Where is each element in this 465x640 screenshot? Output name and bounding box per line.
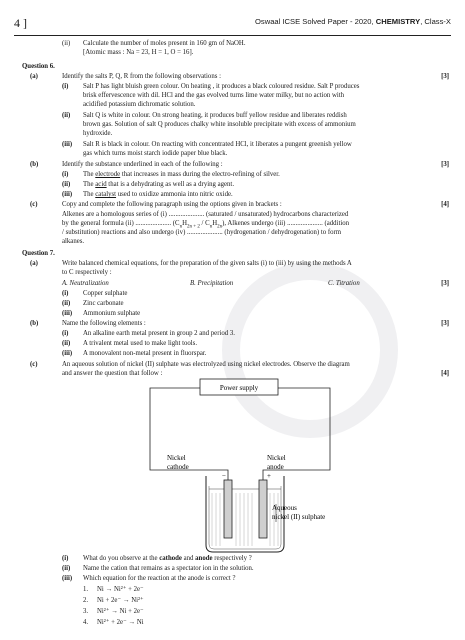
q7-c-label: (c) [30,361,38,368]
q6-c-l2c: / C [199,220,210,227]
q7-c-i-pre: What do you observe at the [83,555,160,562]
solution-hatch [212,493,278,546]
q7-b-iii-num: (iii) [62,350,73,357]
q7-a-line1: Write balanced chemical equations, for the preparation of the given salts (i) to (iii) by using the methods A [62,260,352,267]
plus-sign: + [267,472,271,480]
q6-b-ii-num: (ii) [62,181,71,188]
q7-b-ii-text: A trivalent metal used to make light tools. [83,340,198,347]
q6-a-i-line1: Salt P has light bluish green colour. On heating , it produces a black coloured residue. Salt P produces [83,83,360,90]
anode-electrode [259,480,267,538]
q6-b-iii-num: (iii) [62,191,73,198]
q7-a-ii-text: Zinc carbonate [83,300,124,307]
minus-sign: − [222,472,226,480]
q6-a-iii-line1: Salt R is black in colour. On reacting with concentrated HCl, it liberates a pungent greenish yellow [83,141,352,148]
sub-n-1: n [179,224,183,230]
power-supply-label: Power supply [219,384,259,392]
underlined-acid: acid [95,181,107,188]
q6-b-i-post: that increases in mass during the electro-refining of silver. [120,171,280,178]
q7-b-i-text: An alkaline earth metal present in group 2 and period 3. [83,330,235,337]
q7-c-i-mid: and [181,555,196,562]
q6-a-ii-num: (ii) [62,112,71,119]
q7-a-iii-text: Ammonium sulphate [83,310,141,317]
q5-ii-line2: [Atomic mass : Na = 23, H = 1, O = 16]. [83,49,194,56]
q7-c-i-text [83,555,252,563]
q7-a-i-num: (i) [62,290,69,297]
q6-a-iii-line2: gas which turns moist starch iodide paper blue black. [83,150,228,157]
q6-b-iii-pre: The [83,191,96,198]
q7-a-label: (a) [30,260,38,267]
q6-a-marks: [3] [441,73,449,80]
option-4-num: 4. [83,619,89,626]
sub-2n-plus-2: 2n + 2 [187,224,200,230]
anode-label-1: Nickel [267,454,286,462]
option-2-text: Ni + 2e⁻ → Ni²⁺ [97,597,144,604]
option-1-num: 1. [83,586,89,593]
q6-c-line3: / substitution) reactions and also undergo (iv) ..................... (hydrogenation / dehydrogenation) to form [62,229,342,236]
anode-label-2: anode [267,463,284,471]
q7-b-label: (b) [30,320,39,327]
method-b: B. Precipitation [190,280,234,287]
bold-anode: anode [195,555,213,562]
q7-b-iii-text: A monovalent non-metal present in fluorspar. [83,350,207,357]
q7-c-i-num: (i) [62,555,69,562]
q7-b-ii-num: (ii) [62,340,71,347]
q6-a-ii-line2: brown gas. Solution of salt Q produces chalky white insoluble precipitate with excess of ammonium [83,121,356,128]
q6-c-line1: Alkenes are a homologous series of (i) ..................... (saturated / unsaturated) hydrocarbons characterized [62,211,349,218]
title-suffix: , Class-X [420,17,451,26]
q6-a-i-num: (i) [62,83,69,90]
q6-c-l2e: ), Alkenes undergo (iii) ..................... (addition [222,220,350,227]
bold-cathode: cathode [159,555,182,562]
solution-label-1: Aqueous [272,504,297,512]
underlined-catalyst: catalyst [95,191,117,198]
q7-b-i-num: (i) [62,330,69,337]
q6-c-marks: [4] [441,201,449,208]
q7-b-stem: Name the following elements : [62,320,146,327]
option-3-num: 3. [83,608,89,615]
q7-a-i-text: Copper sulphate [83,290,128,297]
q6-b-ii-pre: The [83,181,96,188]
q6-c-stem: Copy and complete the following paragraph using the options given in brackets : [62,201,282,208]
q6-a-iii-num: (iii) [62,141,73,148]
cathode-label-1: Nickel [167,454,186,462]
q7-a-line2: to C respectively : [62,269,112,276]
option-1-text: Ni → Ni²⁺ + 2e⁻ [97,586,144,593]
q6-a-stem: Identify the salts P, Q, R from the following observations : [62,73,221,80]
option-2-num: 2. [83,597,89,604]
q7-c-ii-text: Name the cation that remains as a spectator ion in the solution. [83,565,254,572]
q6-c-l2a: by the general formula (ii) ..................... (C [62,220,180,227]
q7-a-iii-num: (iii) [62,310,73,317]
cathode-label-2: cathode [167,463,189,471]
question-7-title: Question 7. [22,250,55,257]
title-subject: CHEMISTRY [375,17,421,26]
q7-b-marks: [3] [441,320,449,327]
wire-left [150,388,228,480]
q6-a-label: (a) [30,73,38,80]
option-3-text: Ni²⁺ → Ni + 2e⁻ [97,608,144,615]
q6-a-i-line3: acidified potassium dichromatic solution. [83,101,196,108]
q5-ii-line1: Calculate the number of moles present in 160 gm of NaOH. [83,40,246,47]
q6-a-i-line2: brisk effervescence with dil. HCl and the gas evolved turns lime water milky, but no action with [83,92,345,99]
underlined-electrode: electrode [95,171,121,178]
q6-c-label: (c) [30,201,38,208]
q7-c-line2: and answer the question that follow : [62,370,163,377]
solution-label-2: nickel (II) sulphate [272,513,326,521]
q6-b-label: (b) [30,161,39,168]
q7-c-line1: An aqueous solution of nickel (II) sulphate was electrolyzed using nickel electrodes. Observe the diagram [62,361,350,368]
q7-a-ii-num: (ii) [62,300,71,307]
option-4-text: Ni²⁺ + 2e⁻ → Ni [97,619,144,626]
q6-b-marks: [3] [441,161,449,168]
title-prefix: Oswaal ICSE Solved Paper - 2020, [255,17,374,26]
q7-c-i-post: respectively ? [212,555,252,562]
q6-b-i-num: (i) [62,171,69,178]
q7-c-ii-num: (ii) [62,565,71,572]
sub-n-2: n [209,224,213,230]
q6-a-ii-line1: Salt Q is white in colour. On strong heating, it produces buff yellow residue and liberates reddish [83,112,347,119]
q7-a-marks: [3] [441,280,449,287]
q6-c-l2b: H [182,220,188,227]
q7-c-iii-num: (iii) [62,575,73,582]
question-6-title: Question 6. [22,63,55,70]
cathode-electrode [224,480,232,538]
q6-c-line4: alkanes. [62,238,85,245]
q7-c-marks: [4] [441,370,449,377]
page-number: 4 ] [14,16,27,30]
method-c: C. Titration [328,280,360,287]
q6-b-stem: Identify the substance underlined in each of the following : [62,161,223,168]
q6-b-ii-post: that is a dehydrating as well as a drying agent. [106,181,235,188]
q6-b-i-pre: The [83,171,96,178]
q7-c-iii-text: Which equation for the reaction at the anode is correct ? [83,575,236,582]
q6-c-l2d: H [212,220,218,227]
q5-ii-num: (ii) [62,40,71,47]
q6-b-iii-post: used to oxidize ammonia into nitric oxide. [116,191,233,198]
method-a: A. Neutralization [62,280,109,287]
sub-2n: 2n [217,224,223,230]
q6-a-ii-line3: hydroxide. [83,130,113,137]
